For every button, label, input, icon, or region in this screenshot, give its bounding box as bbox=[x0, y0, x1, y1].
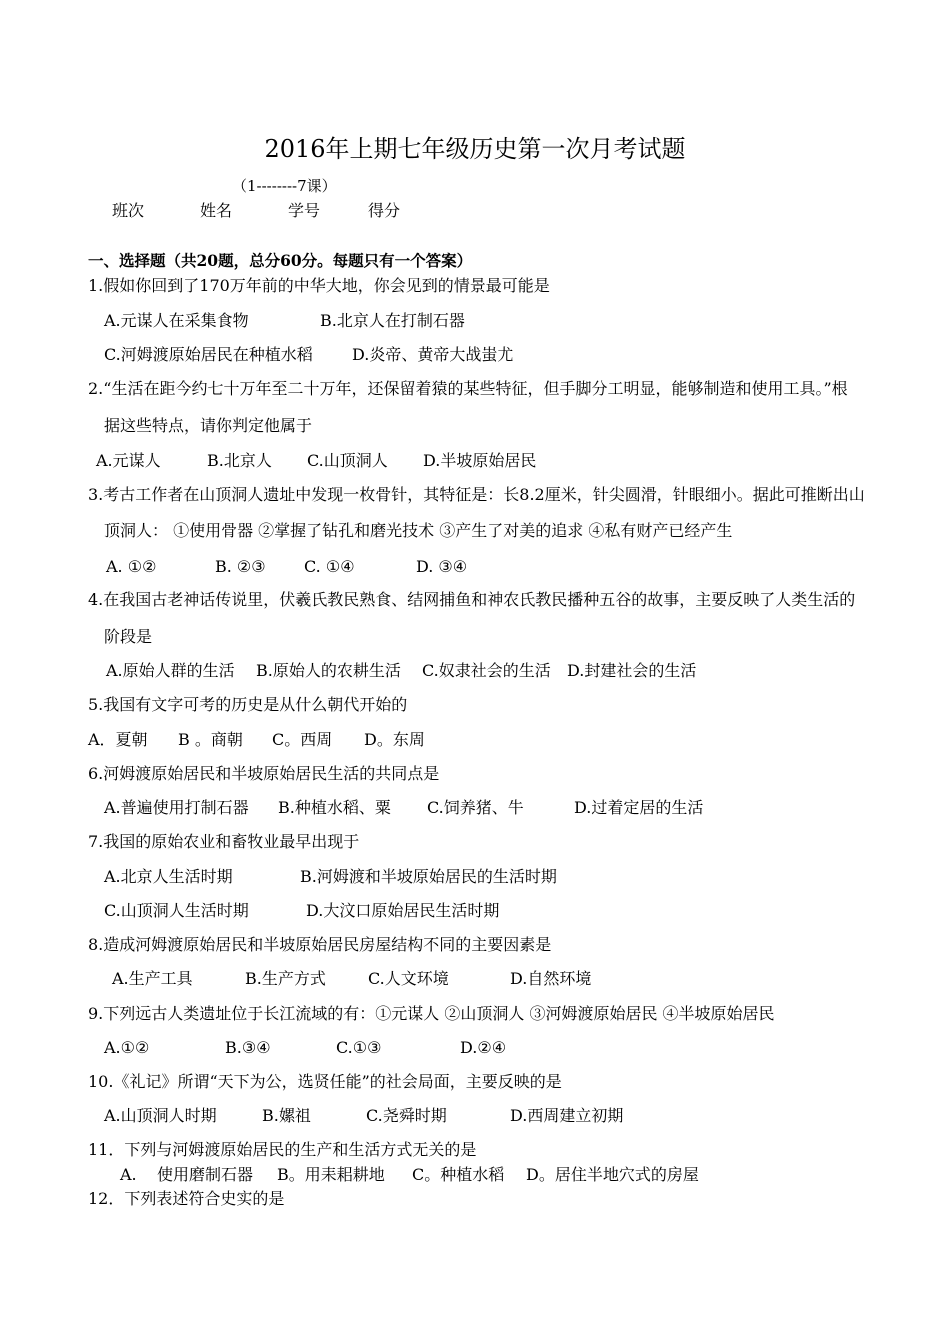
question-3-stem-line2: 顶洞人： ①使用骨器 ②掌握了钻孔和磨光技术 ③产生了对美的追求 ④私有财产已经产生 bbox=[104, 521, 733, 540]
question-8-stem: 8.造成河姆渡原始居民和半坡原始居民房屋结构不同的主要因素是 bbox=[88, 935, 552, 954]
question-1-options-row1 bbox=[104, 310, 465, 332]
question-4-stem-line2: 阶段是 bbox=[104, 627, 153, 646]
question-7-options-row2 bbox=[104, 900, 499, 922]
q3-option-a: A. ①② bbox=[106, 557, 157, 576]
q1-option-b: B.北京人在打制石器 bbox=[320, 311, 465, 330]
q4-option-b: B.原始人的农耕生活 bbox=[256, 661, 401, 680]
question-4-options bbox=[106, 660, 696, 682]
q10-option-a: A.山顶洞人时期 bbox=[104, 1106, 217, 1125]
q8-option-d: D.自然环境 bbox=[510, 969, 592, 988]
q7-option-c: C.山顶洞人生活时期 bbox=[104, 901, 249, 920]
q3-option-b: B. ②③ bbox=[215, 557, 266, 576]
question-6-stem: 6.河姆渡原始居民和半坡原始居民生活的共同点是 bbox=[88, 764, 440, 783]
question-3-stem-line1: 3.考古工作者在山顶洞人遗址中发现一枚骨针，其特征是：长8.2厘米，针尖圆滑，针眼细小。据此可推断出山 bbox=[88, 485, 865, 504]
lesson-range: （1--------7课） bbox=[232, 177, 337, 195]
q2-option-a: A.元谋人 bbox=[96, 451, 161, 470]
q11-option-c: C。种植水稻 bbox=[412, 1165, 505, 1184]
question-6-options bbox=[104, 797, 703, 819]
q6-option-d: D.过着定居的生活 bbox=[574, 798, 704, 817]
question-2-stem-line2: 据这些特点，请你判定他属于 bbox=[104, 416, 313, 435]
q11-option-b: B。用耒耜耕地 bbox=[277, 1165, 385, 1184]
section-heading: 一、选择题（共20题，总分60分。每题只有一个答案） bbox=[88, 251, 473, 270]
q1-option-a: A.元谋人在采集食物 bbox=[104, 311, 249, 330]
q9-option-b: B.③④ bbox=[225, 1038, 271, 1057]
q7-option-d: D.大汶口原始居民生活时期 bbox=[306, 901, 500, 920]
q1-option-c: C.河姆渡原始居民在种植水稻 bbox=[104, 345, 313, 364]
q10-option-d: D.西周建立初期 bbox=[510, 1106, 624, 1125]
q11-option-a: A. 使用磨制石器 bbox=[120, 1165, 253, 1184]
q7-option-a: A.北京人生活时期 bbox=[104, 867, 233, 886]
q4-option-d: D.封建社会的生活 bbox=[567, 661, 697, 680]
q5-option-c: C。西周 bbox=[272, 730, 333, 749]
q2-option-c: C.山顶洞人 bbox=[307, 451, 388, 470]
q8-option-a: A.生产工具 bbox=[112, 969, 193, 988]
question-4-stem-line1: 4.在我国古老神话传说里，伏羲氏教民熟食、结网捕鱼和神农氏教民播种五谷的故事，主要反映了人类生活的 bbox=[88, 590, 856, 609]
q5-option-b: B 。商朝 bbox=[178, 730, 243, 749]
q8-option-b: B.生产方式 bbox=[245, 969, 326, 988]
question-1-options-row2 bbox=[104, 344, 513, 366]
question-9-stem: 9.下列远古人类遗址位于长江流域的有：①元谋人 ②山顶洞人 ③河姆渡原始居民 ④半坡原始居民 bbox=[88, 1004, 775, 1023]
q3-option-c: C. ①④ bbox=[304, 557, 355, 576]
question-3-options bbox=[106, 556, 467, 578]
question-10-stem: 10.《礼记》所谓“天下为公，选贤任能”的社会局面，主要反映的是 bbox=[88, 1072, 562, 1091]
student-info-row bbox=[112, 200, 400, 222]
question-11-stem: 11．下列与河姆渡原始居民的生产和生活方式无关的是 bbox=[88, 1140, 477, 1159]
q10-option-c: C.尧舜时期 bbox=[366, 1106, 447, 1125]
q4-option-c: C.奴隶社会的生活 bbox=[422, 661, 551, 680]
info-class: 班次 bbox=[112, 201, 145, 220]
question-2-options bbox=[96, 450, 536, 472]
q4-option-a: A.原始人群的生活 bbox=[106, 661, 235, 680]
q9-option-a: A.①② bbox=[104, 1038, 150, 1057]
q6-option-c: C.饲养猪、牛 bbox=[427, 798, 524, 817]
q8-option-c: C.人文环境 bbox=[368, 969, 449, 988]
question-10-options bbox=[104, 1105, 623, 1127]
q6-option-a: A.普遍使用打制石器 bbox=[104, 798, 249, 817]
page-title: 2016年上期七年级历史第一次月考试题 bbox=[264, 135, 686, 163]
q6-option-b: B.种植水稻、粟 bbox=[278, 798, 391, 817]
q1-option-d: D.炎帝、黄帝大战蚩尤 bbox=[352, 345, 514, 364]
question-9-options bbox=[104, 1037, 506, 1059]
question-7-options-row1 bbox=[104, 866, 557, 888]
question-7-stem: 7.我国的原始农业和畜牧业最早出现于 bbox=[88, 832, 360, 851]
question-5-options bbox=[88, 729, 425, 751]
question-1-stem: 1.假如你回到了170万年前的中华大地，你会见到的情景最可能是 bbox=[88, 276, 550, 295]
q5-option-a: A．夏朝 bbox=[88, 730, 148, 749]
q3-option-d: D. ③④ bbox=[416, 557, 468, 576]
question-8-options bbox=[112, 968, 591, 990]
q9-option-c: C.①③ bbox=[336, 1038, 382, 1057]
question-12-stem: 12．下列表述符合史实的是 bbox=[88, 1189, 285, 1208]
info-score: 得分 bbox=[368, 201, 401, 220]
q11-option-d: D。居住半地穴式的房屋 bbox=[526, 1165, 699, 1184]
question-11-options bbox=[120, 1164, 699, 1186]
q2-option-b: B.北京人 bbox=[207, 451, 272, 470]
q2-option-d: D.半坡原始居民 bbox=[423, 451, 537, 470]
q10-option-b: B.嫘祖 bbox=[262, 1106, 311, 1125]
question-2-stem-line1: 2.“生活在距今约七十万年至二十万年，还保留着猿的某些特征，但手脚分工明显，能够制造和使用工具。”根 bbox=[88, 379, 848, 398]
question-5-stem: 5.我国有文字可考的历史是从什么朝代开始的 bbox=[88, 695, 408, 714]
info-id: 学号 bbox=[288, 201, 321, 220]
q7-option-b: B.河姆渡和半坡原始居民的生活时期 bbox=[300, 867, 557, 886]
q5-option-d: D。东周 bbox=[364, 730, 425, 749]
info-name: 姓名 bbox=[200, 201, 233, 220]
q9-option-d: D.②④ bbox=[460, 1038, 507, 1057]
